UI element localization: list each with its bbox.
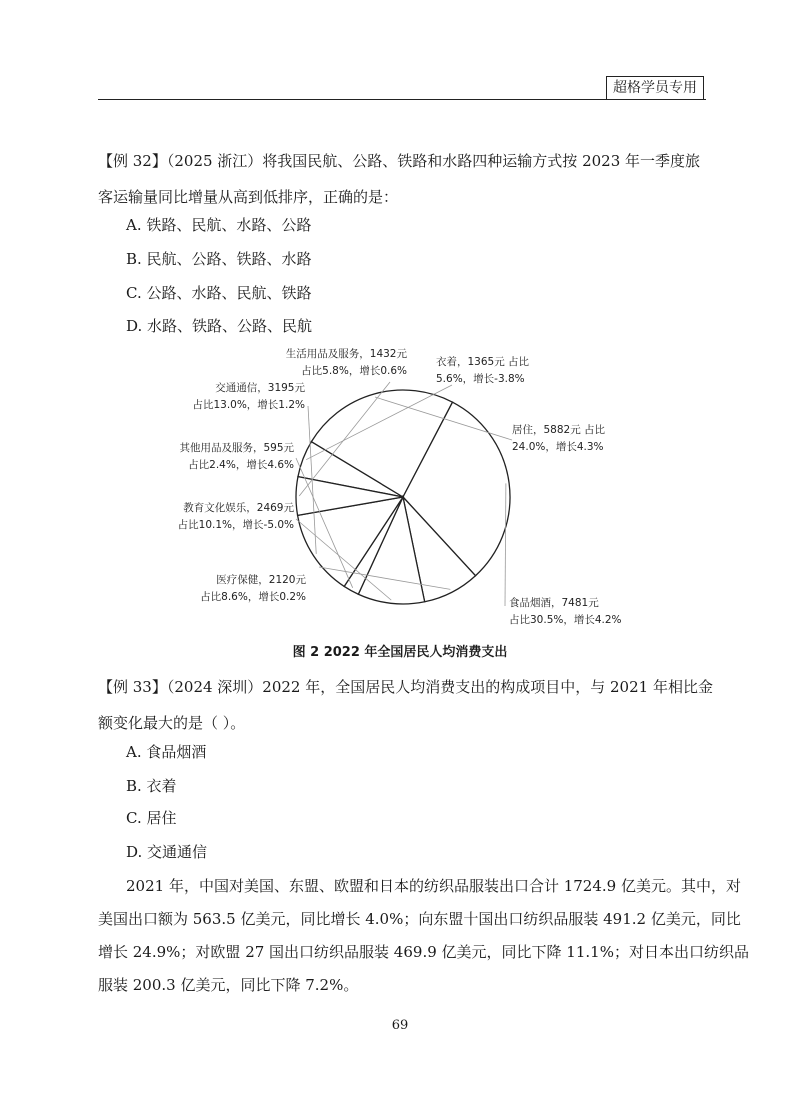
q32-option-b: B. 民航、公路、铁路、水路	[126, 250, 312, 268]
q32-option-c: C. 公路、水路、民航、铁路	[126, 284, 312, 302]
material-line-1: 2021 年，中国对美国、东盟、欧盟和日本的纺织品服装出口合计 1724.9 亿美元。其中，对	[126, 877, 741, 895]
q32-stem-line-2: 客运输量同比增量从高到低排序，正确的是：	[98, 188, 399, 206]
pie-label-8-line-1: 生活用品及服务，1432元	[285, 348, 407, 360]
material-line-4: 服装 200.3 亿美元，同比下降 7.2%。	[98, 976, 359, 994]
pie-label-1-line-1: 衣着，1365元 占比	[436, 356, 530, 368]
pie-label-1-line-2: 5.6%，增长-3.8%	[436, 373, 525, 385]
q33-option-d: D. 交通通信	[126, 843, 208, 861]
pie-label-3-line-1: 食品烟酒，7481元	[509, 597, 599, 609]
pie-label-2-line-2: 24.0%，增长4.3%	[512, 441, 604, 453]
q33-option-c: C. 居住	[126, 809, 177, 827]
q33-option-a: A. 食品烟酒	[126, 743, 207, 761]
pie-label-5-line-2: 占比10.1%，增长-5.0%	[177, 519, 294, 531]
q33-option-b: B. 衣着	[126, 777, 177, 795]
q33-stem-line-2: 额变化最大的是（ ）。	[98, 714, 246, 732]
material-line-3: 增长 24.9%；对欧盟 27 国出口纺织品服装 469.9 亿美元，同比下降 11.1%；对日本出口纺织品	[98, 943, 749, 961]
material-line-2: 美国出口额为 563.5 亿美元，同比增长 4.0%；向东盟十国出口纺织品服装 491.2 亿美元，同比	[98, 910, 741, 928]
q32-option-d: D. 水路、铁路、公路、民航	[126, 317, 313, 335]
q32-option-a: A. 铁路、民航、水路、公路	[126, 216, 312, 234]
chart-caption: 图 2 2022 年全国居民人均消费支出	[292, 645, 508, 660]
q33-stem-line-1: 【例 33】（2024 深圳）2022 年，全国居民人均消费支出的构成项目中，与 2021 年相比金	[98, 678, 713, 696]
pie-label-6-line-1: 其他用品及服务，595元	[179, 442, 294, 454]
q32-stem-line-1: 【例 32】（2025 浙江）将我国民航、公路、铁路和水路四种运输方式按 2023 年一季度旅	[98, 152, 701, 170]
pie-label-7-line-2: 占比13.0%，增长1.2%	[192, 399, 305, 411]
pie-label-6-line-2: 占比2.4%，增长4.6%	[188, 459, 294, 471]
pie-label-8-line-2: 占比5.8%，增长0.6%	[301, 365, 407, 377]
pie-label-7-line-1: 交通通信，3195元	[215, 382, 305, 394]
pie-label-4-line-1: 医疗保健，2120元	[216, 574, 306, 586]
pie-label-3-line-2: 占比30.5%，增长4.2%	[509, 614, 622, 626]
pie-label-5-line-1: 教育文化娱乐，2469元	[183, 502, 294, 514]
page-number: 69	[391, 1018, 409, 1033]
header-badge: 超格学员专用	[606, 76, 704, 100]
pie-label-4-line-2: 占比8.6%，增长0.2%	[200, 591, 306, 603]
pie-label-2-line-1: 居住，5882元 占比	[512, 424, 606, 436]
